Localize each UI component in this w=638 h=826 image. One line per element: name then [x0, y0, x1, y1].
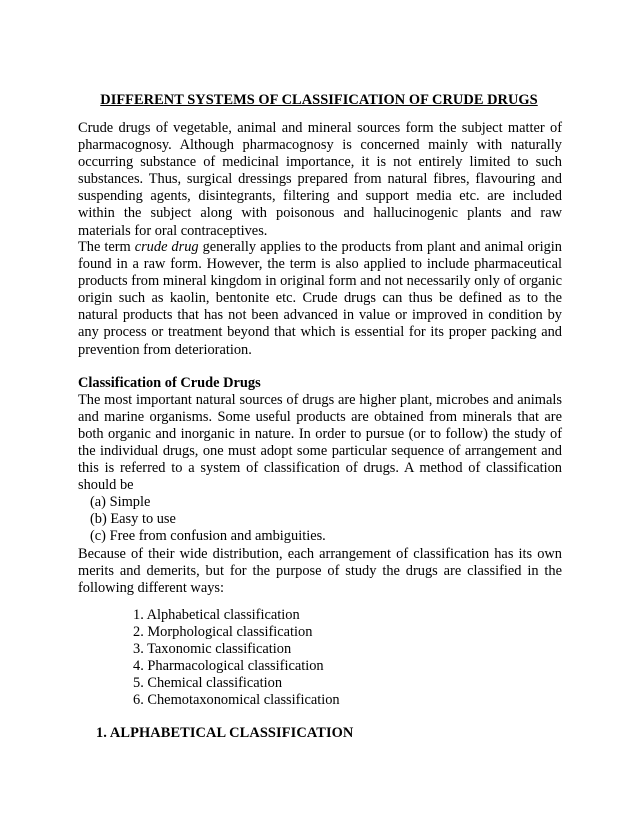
intro-paragraph: Crude drugs of vegetable, animal and mineral sources form the subject matter of pharmacognosy. Although pharmacognosy is concerned mainly with naturally occurring substance of medicinal importance, it is not entirely limited to such substances. Thus, surgical dressings prepared from natural fibres, flavouring and suspending agents, disintegrants, filtering and support media etc. are included within the subject along with poisonous and hallucinogenic plants and raw materials for oral contraceptives. — [78, 120, 562, 239]
ways-item: 3. Taxonomic classification — [133, 641, 292, 658]
section-heading-alphabetical: 1. ALPHABETICAL CLASSIFICATION — [96, 725, 354, 741]
classification-criteria-list — [90, 494, 574, 545]
ways-item: 4. Pharmacological classification — [133, 658, 324, 675]
ways-item: 5. Chemical classification — [133, 675, 283, 692]
document-title: DIFFERENT SYSTEMS OF CLASSIFICATION OF CRUDE DRUGS — [100, 92, 538, 108]
criteria-item: (a) Simple — [90, 494, 151, 510]
definition-text-after: generally applies to the products from plant and animal origin found in a raw form. However, the term is also applied to include pharmaceutical products from mineral kingdom in original form and not necessarily only of organic origin such as kaolin, bentonite etc. Crude drugs can thus be defined as to the natural products that has not been advanced in value or improved in condition by any process or treatment beyond that which is essential for its proper packing and prevention from deterioration. — [78, 239, 562, 358]
criteria-item: (b) Easy to use — [90, 511, 176, 528]
classification-paragraph: The most important natural sources of drugs are higher plant, microbes and animals and marine organisms. Some useful products are obtained from minerals that are both organic and inorganic in nature. In order to pursue (or to follow) the study of the individual drugs, one must adopt some particular sequence of arrangement and this is referred to a system of classification of drugs. A method of classification should be — [78, 392, 562, 494]
distribution-paragraph: Because of their wide distribution, each arrangement of classification has its own merits and demerits, but for the purpose of study the drugs are classified in the following different ways: — [78, 546, 562, 597]
ways-item: 6. Chemotaxonomical classification — [133, 692, 340, 709]
classification-ways-list — [133, 607, 617, 710]
crude-drug-definition-paragraph — [78, 239, 562, 359]
definition-text-before: The term — [78, 239, 135, 255]
criteria-item: (c) Free from confusion and ambiguities. — [90, 528, 326, 545]
ways-item: 1. Alphabetical classification — [133, 607, 300, 623]
classification-heading: Classification of Crude Drugs — [78, 375, 261, 391]
crude-drug-term: crude drug — [134, 239, 199, 255]
ways-item: 2. Morphological classification — [133, 624, 313, 641]
